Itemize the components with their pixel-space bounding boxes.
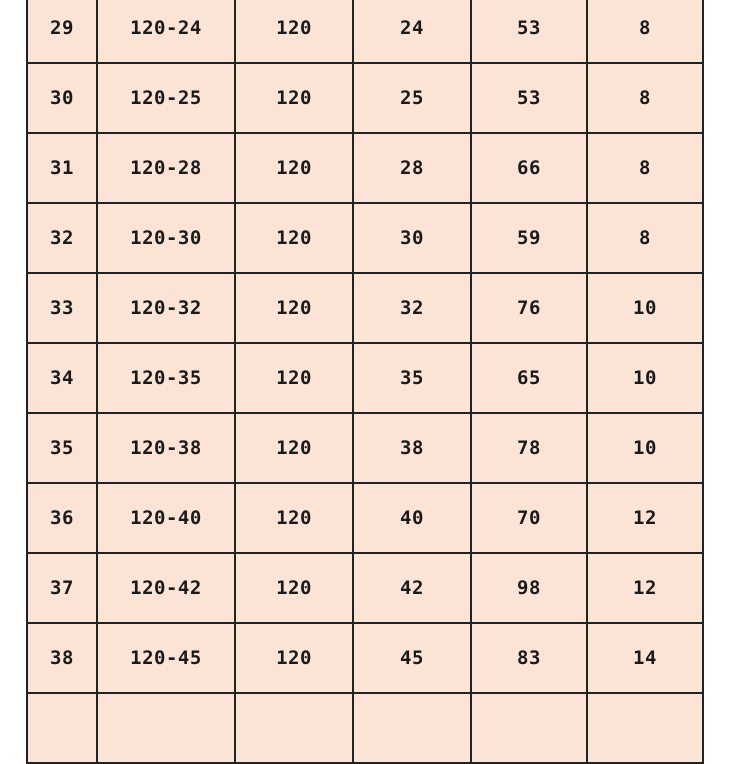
table-row [27,413,703,483]
table-row [27,553,703,623]
cell-dimension-a [235,693,353,763]
cell-dimension-c: 76 [471,273,587,343]
cell-no: 33 [27,273,97,343]
cell-no: 34 [27,343,97,413]
cell-model: 120-35 [97,343,235,413]
cell-dimension-d: 8 [587,63,703,133]
cell-dimension-c: 53 [471,63,587,133]
cell-dimension-d: 8 [587,203,703,273]
cell-dimension-c: 98 [471,553,587,623]
cell-model: 120-25 [97,63,235,133]
cell-dimension-b: 28 [353,133,471,203]
cell-model: 120-42 [97,553,235,623]
cell-dimension-a: 120 [235,133,353,203]
cell-dimension-c: 78 [471,413,587,483]
cell-no: 31 [27,133,97,203]
cell-model: 120-45 [97,623,235,693]
table-row [27,0,703,63]
cell-dimension-b [353,693,471,763]
spec-table [26,0,704,764]
cell-model: 120-38 [97,413,235,483]
cell-no [27,693,97,763]
cell-dimension-d: 14 [587,623,703,693]
table-row [27,343,703,413]
cell-dimension-a: 120 [235,343,353,413]
cell-no: 36 [27,483,97,553]
cell-dimension-c [471,693,587,763]
cell-dimension-d: 8 [587,133,703,203]
cell-dimension-c: 83 [471,623,587,693]
cell-dimension-c: 70 [471,483,587,553]
cell-dimension-a: 120 [235,203,353,273]
table-row [27,133,703,203]
cell-dimension-d: 10 [587,343,703,413]
table-row [27,63,703,133]
cell-dimension-a: 120 [235,273,353,343]
cell-model: 120-30 [97,203,235,273]
cell-no: 35 [27,413,97,483]
cell-dimension-d: 10 [587,273,703,343]
cell-model: 120-28 [97,133,235,203]
cell-dimension-d [587,693,703,763]
cell-dimension-c: 53 [471,0,587,63]
cell-no: 38 [27,623,97,693]
cell-dimension-c: 66 [471,133,587,203]
cell-no: 30 [27,63,97,133]
table-row [27,203,703,273]
cell-dimension-b: 45 [353,623,471,693]
cell-dimension-a: 120 [235,63,353,133]
cell-dimension-b: 42 [353,553,471,623]
cell-model: 120-32 [97,273,235,343]
cell-dimension-b: 35 [353,343,471,413]
cell-model: 120-24 [97,0,235,63]
table-row [27,273,703,343]
cell-no: 29 [27,0,97,63]
cell-dimension-d: 12 [587,553,703,623]
cell-dimension-d: 12 [587,483,703,553]
cell-dimension-b: 25 [353,63,471,133]
table-row [27,623,703,693]
table-body [27,0,703,763]
cell-dimension-b: 32 [353,273,471,343]
cell-dimension-a: 120 [235,483,353,553]
cell-dimension-a: 120 [235,0,353,63]
table-row [27,483,703,553]
cell-dimension-c: 59 [471,203,587,273]
cell-dimension-b: 38 [353,413,471,483]
cell-dimension-d: 8 [587,0,703,63]
cell-dimension-d: 10 [587,413,703,483]
cell-dimension-c: 65 [471,343,587,413]
cell-dimension-a: 120 [235,553,353,623]
cell-no: 37 [27,553,97,623]
cell-dimension-b: 40 [353,483,471,553]
cell-dimension-b: 30 [353,203,471,273]
cell-dimension-a: 120 [235,623,353,693]
cell-no: 32 [27,203,97,273]
table-row [27,693,703,763]
cell-dimension-b: 24 [353,0,471,63]
cell-dimension-a: 120 [235,413,353,483]
cell-model [97,693,235,763]
cell-model: 120-40 [97,483,235,553]
